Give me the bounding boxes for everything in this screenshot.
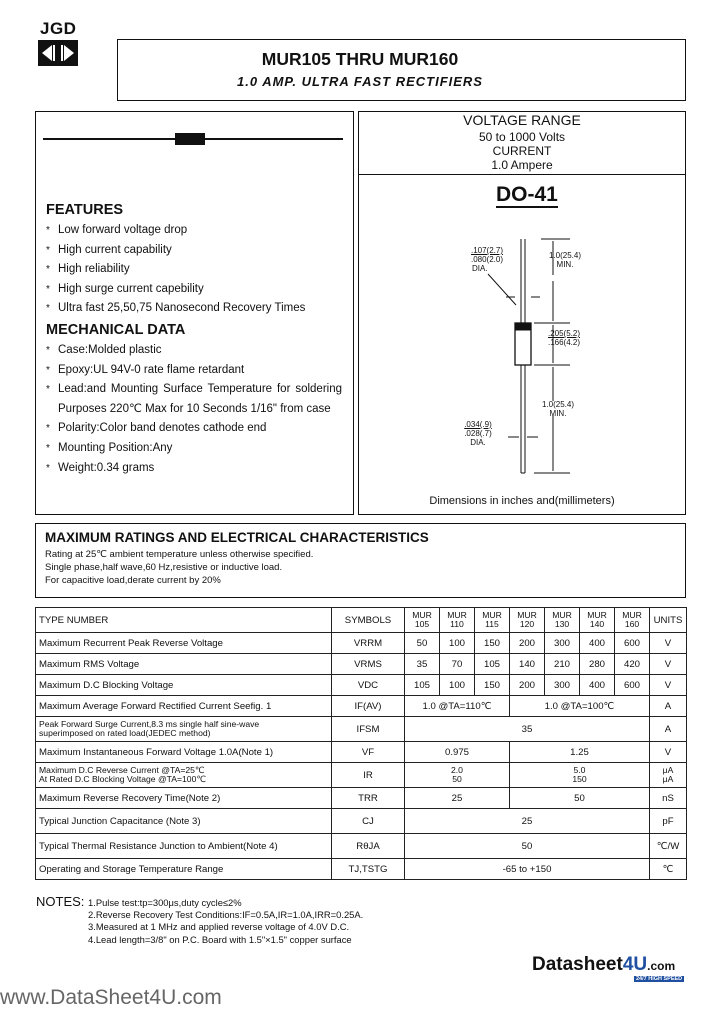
param-cell: Maximum Reverse Recovery Time(Note 2) [36, 788, 332, 809]
header-part: MUR 120 [510, 608, 545, 633]
unit-cell: ℃ [650, 859, 687, 880]
value-cell: 600 [615, 675, 650, 696]
lead-length-top-label: 1.0(25.4) MIN. [548, 251, 582, 269]
value-cell: 150 [475, 675, 510, 696]
logo-main: Datasheet [532, 954, 623, 975]
wire-dia-label: .034(.9) .028(.7) DIA. [464, 420, 492, 447]
header-part: MUR 110 [440, 608, 475, 633]
body-length-label: .205(5.2) .166(4.2) [547, 329, 581, 347]
brand-logo-text: JGD [40, 19, 77, 38]
spec-table [35, 607, 687, 880]
notes-list [88, 897, 363, 946]
logo-domain: .com [647, 959, 676, 973]
value-cell: 100 [440, 633, 475, 654]
feature-item: * Low forward voltage drop [46, 221, 342, 241]
value-cell: 140 [510, 654, 545, 675]
value-cell: 105 [405, 675, 440, 696]
symbol-cell: TJ,TSTG [332, 859, 405, 880]
page-title: MUR105 THRU MUR160 [261, 49, 459, 69]
param-cell: Maximum Instantaneous Forward Voltage 1.0A(Note 1) [36, 742, 332, 763]
value-cell: 1.0 @TA=110℃ [405, 696, 510, 717]
table-row [36, 859, 687, 880]
package-name: DO-41 [496, 183, 558, 206]
value-cell: 400 [580, 675, 615, 696]
symbol-cell: VRMS [332, 654, 405, 675]
symbol-cell: VF [332, 742, 405, 763]
param-cell: Maximum Recurrent Peak Reverse Voltage [36, 633, 332, 654]
value-cell: 5.0 150 [510, 763, 650, 788]
mechanical-list [46, 341, 342, 478]
dimensions-caption: Dimensions in inches and(millimeters) [429, 495, 615, 507]
symbol-cell: IFSM [332, 717, 405, 742]
table-header-row [36, 608, 687, 633]
unit-cell: V [650, 633, 687, 654]
unit-cell: ℃/W [650, 834, 687, 859]
datasheet-logo[interactable] [532, 954, 675, 977]
symbol-cell: TRR [332, 788, 405, 809]
unit-cell: nS [650, 788, 687, 809]
value-cell: 150 [475, 633, 510, 654]
table-row [36, 633, 687, 654]
current-value: 1.0 Ampere [491, 158, 553, 172]
feature-item: * Ultra fast 25,50,75 Nanosecond Recovery Times [46, 299, 342, 319]
feature-item: * High reliability [46, 260, 342, 280]
table-row [36, 742, 687, 763]
note-item: 3.Measured at 1 MHz and applied reverse voltage of 4.0V D.C. [88, 921, 350, 933]
feature-item: * High current capability [46, 241, 342, 261]
unit-cell: μA μA [650, 763, 687, 788]
unit-cell: pF [650, 809, 687, 834]
features-list [46, 221, 342, 319]
header-part: MUR 105 [405, 608, 440, 633]
table-row [36, 696, 687, 717]
mechanical-item: * Polarity:Color band denotes cathode end [46, 419, 342, 439]
page-subtitle: 1.0 AMP. ULTRA FAST RECTIFIERS [237, 74, 483, 89]
unit-cell: V [650, 654, 687, 675]
value-cell: 200 [510, 633, 545, 654]
header-part: MUR 140 [580, 608, 615, 633]
value-cell: 50 [405, 834, 650, 859]
note-item: 1.Pulse test:tp=300μs,duty cycle≤2% [88, 897, 242, 908]
value-cell: 35 [405, 717, 650, 742]
mechanical-item: * Epoxy:UL 94V-0 rate flame retardant [46, 361, 342, 381]
param-cell: Maximum RMS Voltage [36, 654, 332, 675]
unit-cell: V [650, 742, 687, 763]
value-cell: 300 [545, 675, 580, 696]
mechanical-item: * Lead:and Mounting Surface Temperature for soldering Purposes 220℃ Max for 10 Seconds 1/16" from case [46, 380, 342, 419]
value-cell: 300 [545, 633, 580, 654]
diode-component-icon [43, 132, 343, 151]
param-cell: Typical Thermal Resistance Junction to Ambient(Note 4) [36, 834, 332, 859]
lead-dia-label: .107(2.7) .080(2.0) DIA. [470, 246, 504, 273]
param-cell: Typical Junction Capacitance (Note 3) [36, 809, 332, 834]
value-cell: 1.25 [510, 742, 650, 763]
symbol-cell: RθJA [332, 834, 405, 859]
lead-length-bottom-label: 1.0(25.4) MIN. [541, 400, 575, 418]
logo-tagline: 24/7 HIGH SPEED [636, 976, 683, 982]
max-ratings-line: Single phase,half wave,60 Hz,resistive or inductive load. [45, 562, 283, 573]
unit-cell: A [650, 696, 687, 717]
value-cell: 200 [510, 675, 545, 696]
mechanical-item: * Weight:0.34 grams [46, 459, 342, 479]
value-cell: 35 [405, 654, 440, 675]
unit-cell: V [650, 675, 687, 696]
mechanical-item: * Case:Molded plastic [46, 341, 342, 361]
voltage-range-value: 50 to 1000 Volts [478, 130, 566, 144]
value-cell: 100 [440, 675, 475, 696]
note-item: 4.Lead length=3/8" on P.C. Board with 1.5"×1.5" copper surface [88, 933, 352, 945]
param-cell: Peak Forward Surge Current,8.3 ms single half sine-wave superimposed on rated load(JEDEC method) [36, 717, 332, 742]
header-units: UNITS [650, 608, 687, 633]
value-cell: 25 [405, 809, 650, 834]
header-part: MUR 160 [615, 608, 650, 633]
symbol-cell: VRRM [332, 633, 405, 654]
param-cell: Maximum D.C Blocking Voltage [36, 675, 332, 696]
table-row [36, 809, 687, 834]
header-type: TYPE NUMBER [36, 608, 332, 633]
table-row [36, 654, 687, 675]
mechanical-heading: MECHANICAL DATA [46, 322, 186, 338]
feature-item: * High surge current capebility [46, 280, 342, 300]
logo-num: 4U [622, 954, 648, 975]
value-cell: 420 [615, 654, 650, 675]
symbol-cell: IF(AV) [332, 696, 405, 717]
value-cell: 105 [475, 654, 510, 675]
value-cell: -65 to +150 [405, 859, 650, 880]
note-item: 2.Reverse Recovery Test Conditions:IF=0.5A,IR=1.0A,IRR=0.25A. [88, 909, 364, 921]
value-cell: 210 [545, 654, 580, 675]
header-symbols: SYMBOLS [332, 608, 405, 633]
value-cell: 0.975 [405, 742, 510, 763]
mechanical-item: * Mounting Position:Any [46, 439, 342, 459]
value-cell: 2.0 50 [405, 763, 510, 788]
value-cell: 50 [510, 788, 650, 809]
symbol-cell: CJ [332, 809, 405, 834]
max-ratings-line: For capacitive load,derate current by 20% [45, 575, 221, 586]
package-outline-drawing [358, 175, 686, 495]
unit-cell: A [650, 717, 687, 742]
param-cell: Operating and Storage Temperature Range [36, 859, 332, 880]
table-row [36, 717, 687, 742]
param-cell: Maximum D.C Reverse Current @TA=25℃ At Rated D.C Blocking Voltage @TA=100℃ [36, 763, 332, 788]
max-ratings-heading: MAXIMUM RATINGS AND ELECTRICAL CHARACTERISTICS [45, 530, 429, 545]
header-part: MUR 115 [475, 608, 510, 633]
value-cell: 600 [615, 633, 650, 654]
value-cell: 400 [580, 633, 615, 654]
table-row [36, 675, 687, 696]
value-cell: 50 [405, 633, 440, 654]
table-row [36, 834, 687, 859]
watermark-link[interactable]: www.DataSheet4U.com [0, 986, 222, 1009]
value-cell: 25 [405, 788, 510, 809]
notes-label: NOTES: [36, 894, 85, 909]
value-cell: 70 [440, 654, 475, 675]
value-cell: 280 [580, 654, 615, 675]
table-row [36, 763, 687, 788]
param-cell: Maximum Average Forward Rectified Current Seefig. 1 [36, 696, 332, 717]
table-row [36, 788, 687, 809]
max-ratings-line: Rating at 25℃ ambient temperature unless otherwise specified. [45, 549, 314, 560]
value-cell: 1.0 @TA=100℃ [510, 696, 650, 717]
header-part: MUR 130 [545, 608, 580, 633]
symbol-cell: VDC [332, 675, 405, 696]
features-heading: FEATURES [46, 202, 124, 218]
voltage-range-label: VOLTAGE RANGE [463, 112, 581, 128]
current-label: CURRENT [492, 144, 552, 158]
symbol-cell: IR [332, 763, 405, 788]
